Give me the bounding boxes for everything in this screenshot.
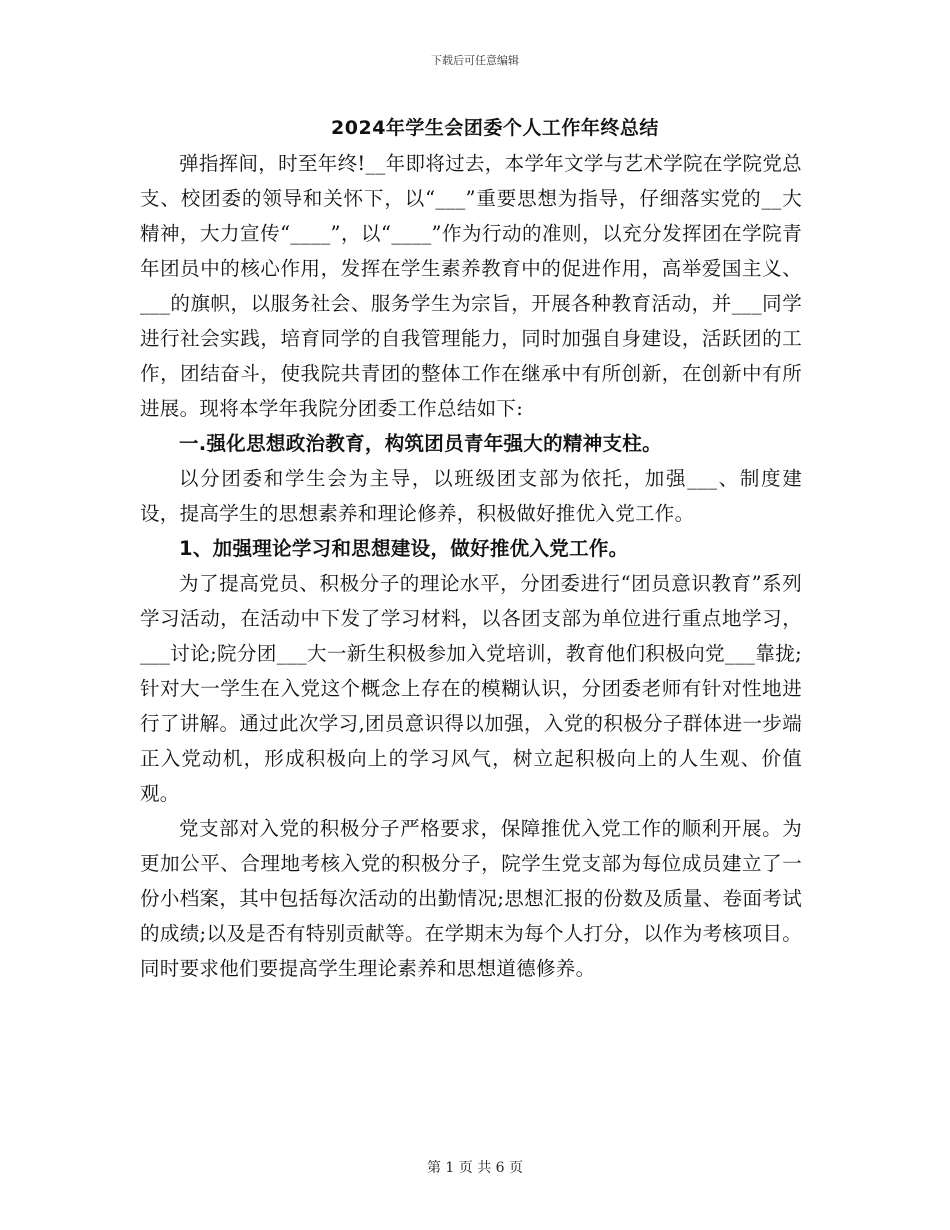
subsection-1-paragraph-2: 党支部对入党的积极分子严格要求，保障推优入党工作的顺利开展。为更加公平、合理地考核入党的积极分子，院学生党支部为每位成员建立了一份小档案，其中包括每次活动的出勤情况;思想汇报的份数及质量、卷面考试的成绩;以及是否有特别贡献等。在学期末为每个人打分，以作为考核项目。同时要求他们要提高学生理论素养和思想道德修养。 [140, 817, 802, 980]
subsection-1-paragraph-1: 为了提高党员、积极分子的理论水平，分团委进行“团员意识教育”系列学习活动，在活动中下发了学习材料，以各团支部为单位进行重点地学习，___讨论;院分团___大一新生积极参加入党培训，教育他们积极向党___靠拢;针对大一学生在入党这个概念上存在的模糊认识，分团委老师有针对性地进行了讲解。通过此次学习,团员意识得以加强，入党的积极分子群体进一步端正入党动机，形成积极向上的学习风气，树立起积极向上的人生观、价值观。 [140, 572, 802, 805]
section-1-paragraph: 以分团委和学生会为主导，以班级团支部为依托，加强___、制度建设，提高学生的思想素养和理论修养，积极做好推优入党工作。 [140, 467, 802, 525]
subsection-heading-1: 1、加强理论学习和思想建设，做好推优入党工作。 [179, 537, 629, 560]
document-body [140, 146, 802, 986]
page-number: 第 1 页 共 6 页 [426, 1160, 524, 1176]
section-heading-1: 一.强化思想政治教育，构筑团员青年强大的精神支柱。 [179, 432, 662, 455]
intro-paragraph: 弹指挥间，时至年终!__年即将过去，本学年文学与艺术学院在学院党总支、校团委的领导和关怀下，以“___”重要思想为指导，仔细落实党的__大精神，大力宣传“____”，以“____”作为行动的准则，以充分发挥团在学院青年团员中的核心作用，发挥在学生素养教育中的促进作用，高举爱国主义、___的旗帜，以服务社会、服务学生为宗旨，开展各种教育活动，并___同学进行社会实践，培育同学的自我管理能力，同时加强自身建设，活跃团的工作，团结奋斗，使我院共青团的整体工作在继承中有所创新，在创新中有所进展。现将本学年我院分团委工作总结如下: [140, 152, 802, 420]
header-note: 下载后可任意编辑 [431, 54, 519, 67]
document-title: 2024年学生会团委个人工作年终总结 [331, 117, 659, 139]
